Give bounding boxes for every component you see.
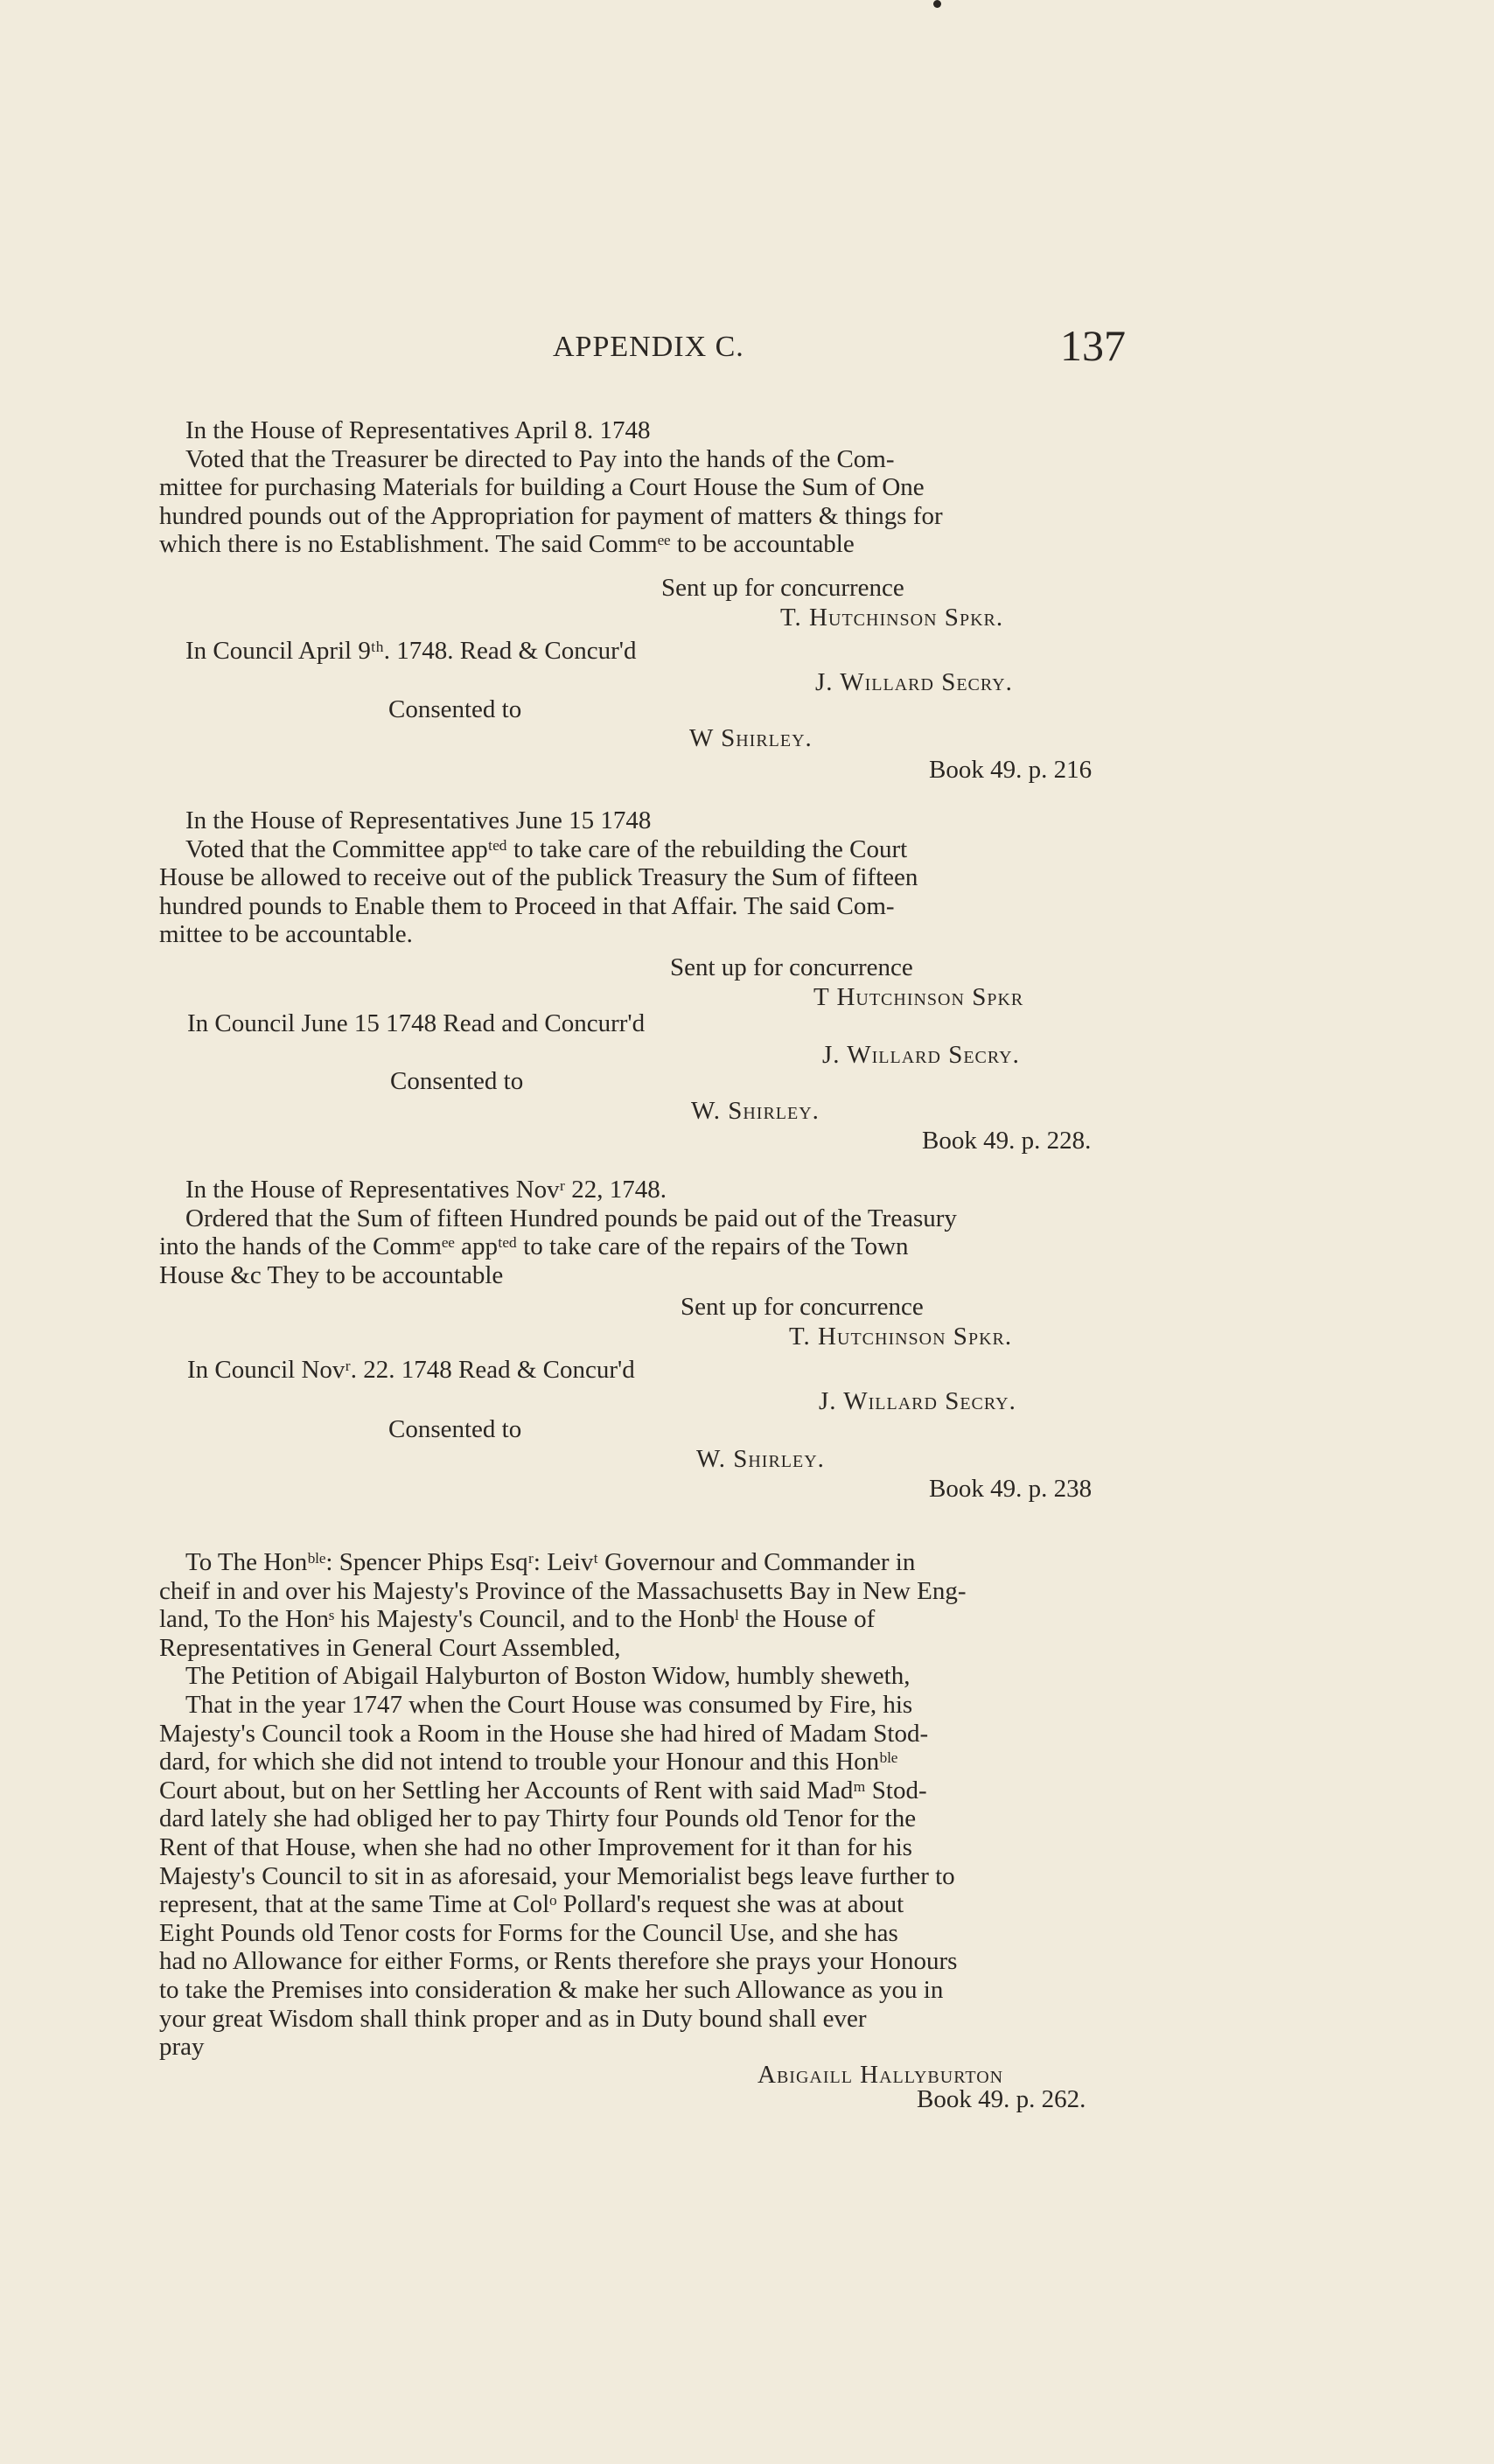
entry-1-consented: Consented to	[388, 695, 522, 723]
entry-3-book-ref: Book 49. p. 238	[929, 1475, 1093, 1503]
page-number: 137	[1060, 321, 1126, 370]
entry-2-opening: In the House of Representatives June 15 1748	[185, 806, 652, 834]
petition-address-line: To The Honᵇˡᵉ: Spencer Phips Esqʳ: Leivᵗ Governour and Commander in	[185, 1548, 916, 1576]
entry-1-council: In Council April 9ᵗʰ. 1748. Read & Concur'd	[185, 637, 637, 665]
entry-1-body-line: hundred pounds out of the Appropriation for payment of matters & things for	[159, 501, 943, 530]
petition-body-line: represent, that at the same Time at Colᵒ Pollard's request she was at about	[159, 1890, 904, 1919]
entry-3-text	[159, 1176, 1163, 1289]
entry-2-sent-up: Sent up for concurrence	[670, 953, 913, 981]
entry-1-secretary: J. Willard Secry.	[815, 668, 1013, 696]
entry-1-book-ref: Book 49. p. 216	[929, 756, 1093, 784]
petition-body-line: pray	[159, 2033, 205, 2062]
entry-3-body-line: House &c They to be accountable	[159, 1260, 504, 1289]
petition-text	[159, 1548, 1163, 2062]
entry-3-sent-up: Sent up for concurrence	[681, 1293, 924, 1321]
entry-2-body-line: Voted that the Committee appᵗᵉᵈ to take care of the rebuilding the Court	[185, 834, 908, 863]
entry-1-text	[159, 416, 1163, 559]
entry-1-opening: In the House of Representatives April 8. 1748	[185, 416, 651, 444]
entry-2-book-ref: Book 49. p. 228.	[922, 1127, 1092, 1155]
entry-1-speaker: T. Hutchinson Spkr.	[780, 604, 1004, 632]
petition-address-line: land, To the Honˢ his Majesty's Council, and to the Honbˡ the House of	[159, 1605, 876, 1634]
petition-body-line: dard lately she had obliged her to pay Thirty four Pounds old Tenor for the	[159, 1804, 917, 1833]
petition-book-ref: Book 49. p. 262.	[917, 2085, 1086, 2113]
petition-address-line: cheif in and over his Majesty's Province of the Massachusetts Bay in New Eng-	[159, 1576, 967, 1605]
petition-address-line: Representatives in General Court Assembled,	[159, 1633, 621, 1662]
running-head: APPENDIX C.	[553, 331, 744, 363]
entry-2-council: In Council June 15 1748 Read and Concurr'd	[187, 1009, 646, 1037]
petition-body-line: Rent of that House, when she had no other Improvement for it than for his	[159, 1832, 912, 1861]
entry-2-text	[159, 806, 1163, 949]
entry-3-opening: In the House of Representatives Novʳ 22, 1748.	[185, 1176, 667, 1204]
entry-1-governor: W Shirley.	[689, 724, 813, 752]
entry-1-sent-up: Sent up for concurrence	[661, 574, 904, 602]
entry-1-body-line: Voted that the Treasurer be directed to Pay into the hands of the Com-	[185, 444, 895, 473]
print-mark	[933, 0, 941, 8]
entry-3-body-line: into the hands of the Commᵉᵉ appᵗᵉᵈ to take care of the repairs of the Town	[159, 1232, 909, 1261]
petition-body-line: Eight Pounds old Tenor costs for Forms for the Council Use, and she has	[159, 1918, 898, 1947]
entry-1-body-line: mittee for purchasing Materials for building a Court House the Sum of One	[159, 473, 925, 502]
petition-body-line: Majesty's Council to sit in as aforesaid, your Memorialist begs leave further to	[159, 1861, 955, 1890]
petition-body-line: That in the year 1747 when the Court House was consumed by Fire, his	[185, 1690, 913, 1719]
entry-2-speaker: T Hutchinson Spkr	[813, 983, 1024, 1011]
entry-3-consented: Consented to	[388, 1415, 522, 1443]
entry-3-body-line: Ordered that the Sum of fifteen Hundred pounds be paid out of the Treasury	[185, 1204, 957, 1232]
entry-3-governor: W. Shirley.	[696, 1445, 825, 1473]
petition-body-line: Majesty's Council took a Room in the House she had hired of Madam Stod-	[159, 1719, 929, 1748]
entry-2-body-line: mittee to be accountable.	[159, 920, 413, 949]
petition-body-line: had no Allowance for either Forms, or Rents therefore she prays your Honours	[159, 1947, 958, 1976]
entry-1-body-line: which there is no Establishment. The said Commᵉᵉ to be accountable	[159, 530, 855, 559]
entry-2-governor: W. Shirley.	[691, 1097, 820, 1125]
petition-signature: Abigaill Hallyburton	[757, 2061, 1004, 2089]
entry-2-body-line: hundred pounds to Enable them to Proceed in that Affair. The said Com-	[159, 891, 895, 920]
entry-2-secretary: J. Willard Secry.	[822, 1041, 1020, 1069]
petition-body-line: to take the Premises into consideration & make her such Allowance as you in	[159, 1975, 944, 2004]
petition-body-line: your great Wisdom shall think proper and as in Duty bound shall ever	[159, 2004, 867, 2033]
petition-intro: The Petition of Abigail Halyburton of Boston Widow, humbly sheweth,	[185, 1662, 911, 1691]
entry-3-council: In Council Novʳ. 22. 1748 Read & Concur'd	[187, 1356, 635, 1384]
entry-3-speaker: T. Hutchinson Spkr.	[789, 1323, 1013, 1351]
entry-2-body-line: House be allowed to receive out of the publick Treasury the Sum of fifteen	[159, 863, 918, 892]
petition-body-line: Court about, but on her Settling her Accounts of Rent with said Madᵐ Stod-	[159, 1776, 927, 1804]
petition-body-line: dard, for which she did not intend to trouble your Honour and this Honᵇˡᵉ	[159, 1748, 898, 1776]
entry-3-secretary: J. Willard Secry.	[819, 1387, 1016, 1415]
entry-2-consented: Consented to	[390, 1067, 524, 1095]
